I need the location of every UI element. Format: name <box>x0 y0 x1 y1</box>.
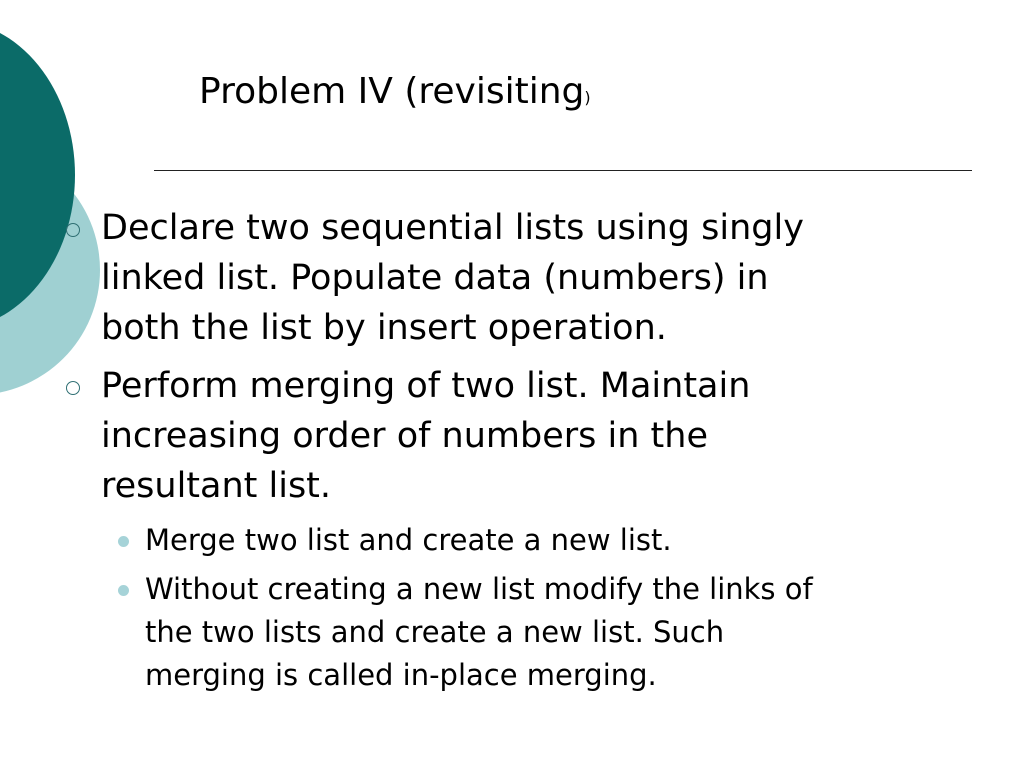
slide-title <box>199 70 591 120</box>
bullet-line: Declare two sequential lists using singly <box>101 208 804 248</box>
sub-bullet-line: the two lists and create a new list. Such <box>145 615 725 649</box>
sub-bullet-line: merging is called in-place merging. <box>145 658 657 692</box>
hollow-circle-bullet-icon <box>66 223 80 237</box>
bullet-line: resultant list. <box>101 466 332 506</box>
hollow-circle-bullet-icon <box>66 381 80 395</box>
bullet-line: both the list by insert operation. <box>101 308 667 348</box>
title-divider <box>154 170 972 171</box>
bullet-line: linked list. Populate data (numbers) in <box>101 258 769 298</box>
sub-bullet-item-in-place <box>116 568 990 697</box>
sub-bullet-item-new-list <box>116 519 990 562</box>
slide-body <box>60 203 990 703</box>
sub-bullet-line: Without creating a new list modify the links of <box>145 572 813 606</box>
bullet-line: increasing order of numbers in the <box>101 416 708 456</box>
filled-dot-bullet-icon <box>118 536 129 547</box>
slide-title-main: Problem IV (revisiting <box>199 71 585 112</box>
sub-bullet-list <box>116 519 990 697</box>
filled-dot-bullet-icon <box>118 585 129 596</box>
bullet-line: Perform merging of two list. Maintain <box>101 366 751 406</box>
bullet-item-perform-merging <box>60 361 990 511</box>
slide-title-closing-paren: ) <box>584 88 591 107</box>
bullet-item-declare-lists <box>60 203 990 353</box>
sub-bullet-line: Merge two list and create a new list. <box>145 523 672 557</box>
